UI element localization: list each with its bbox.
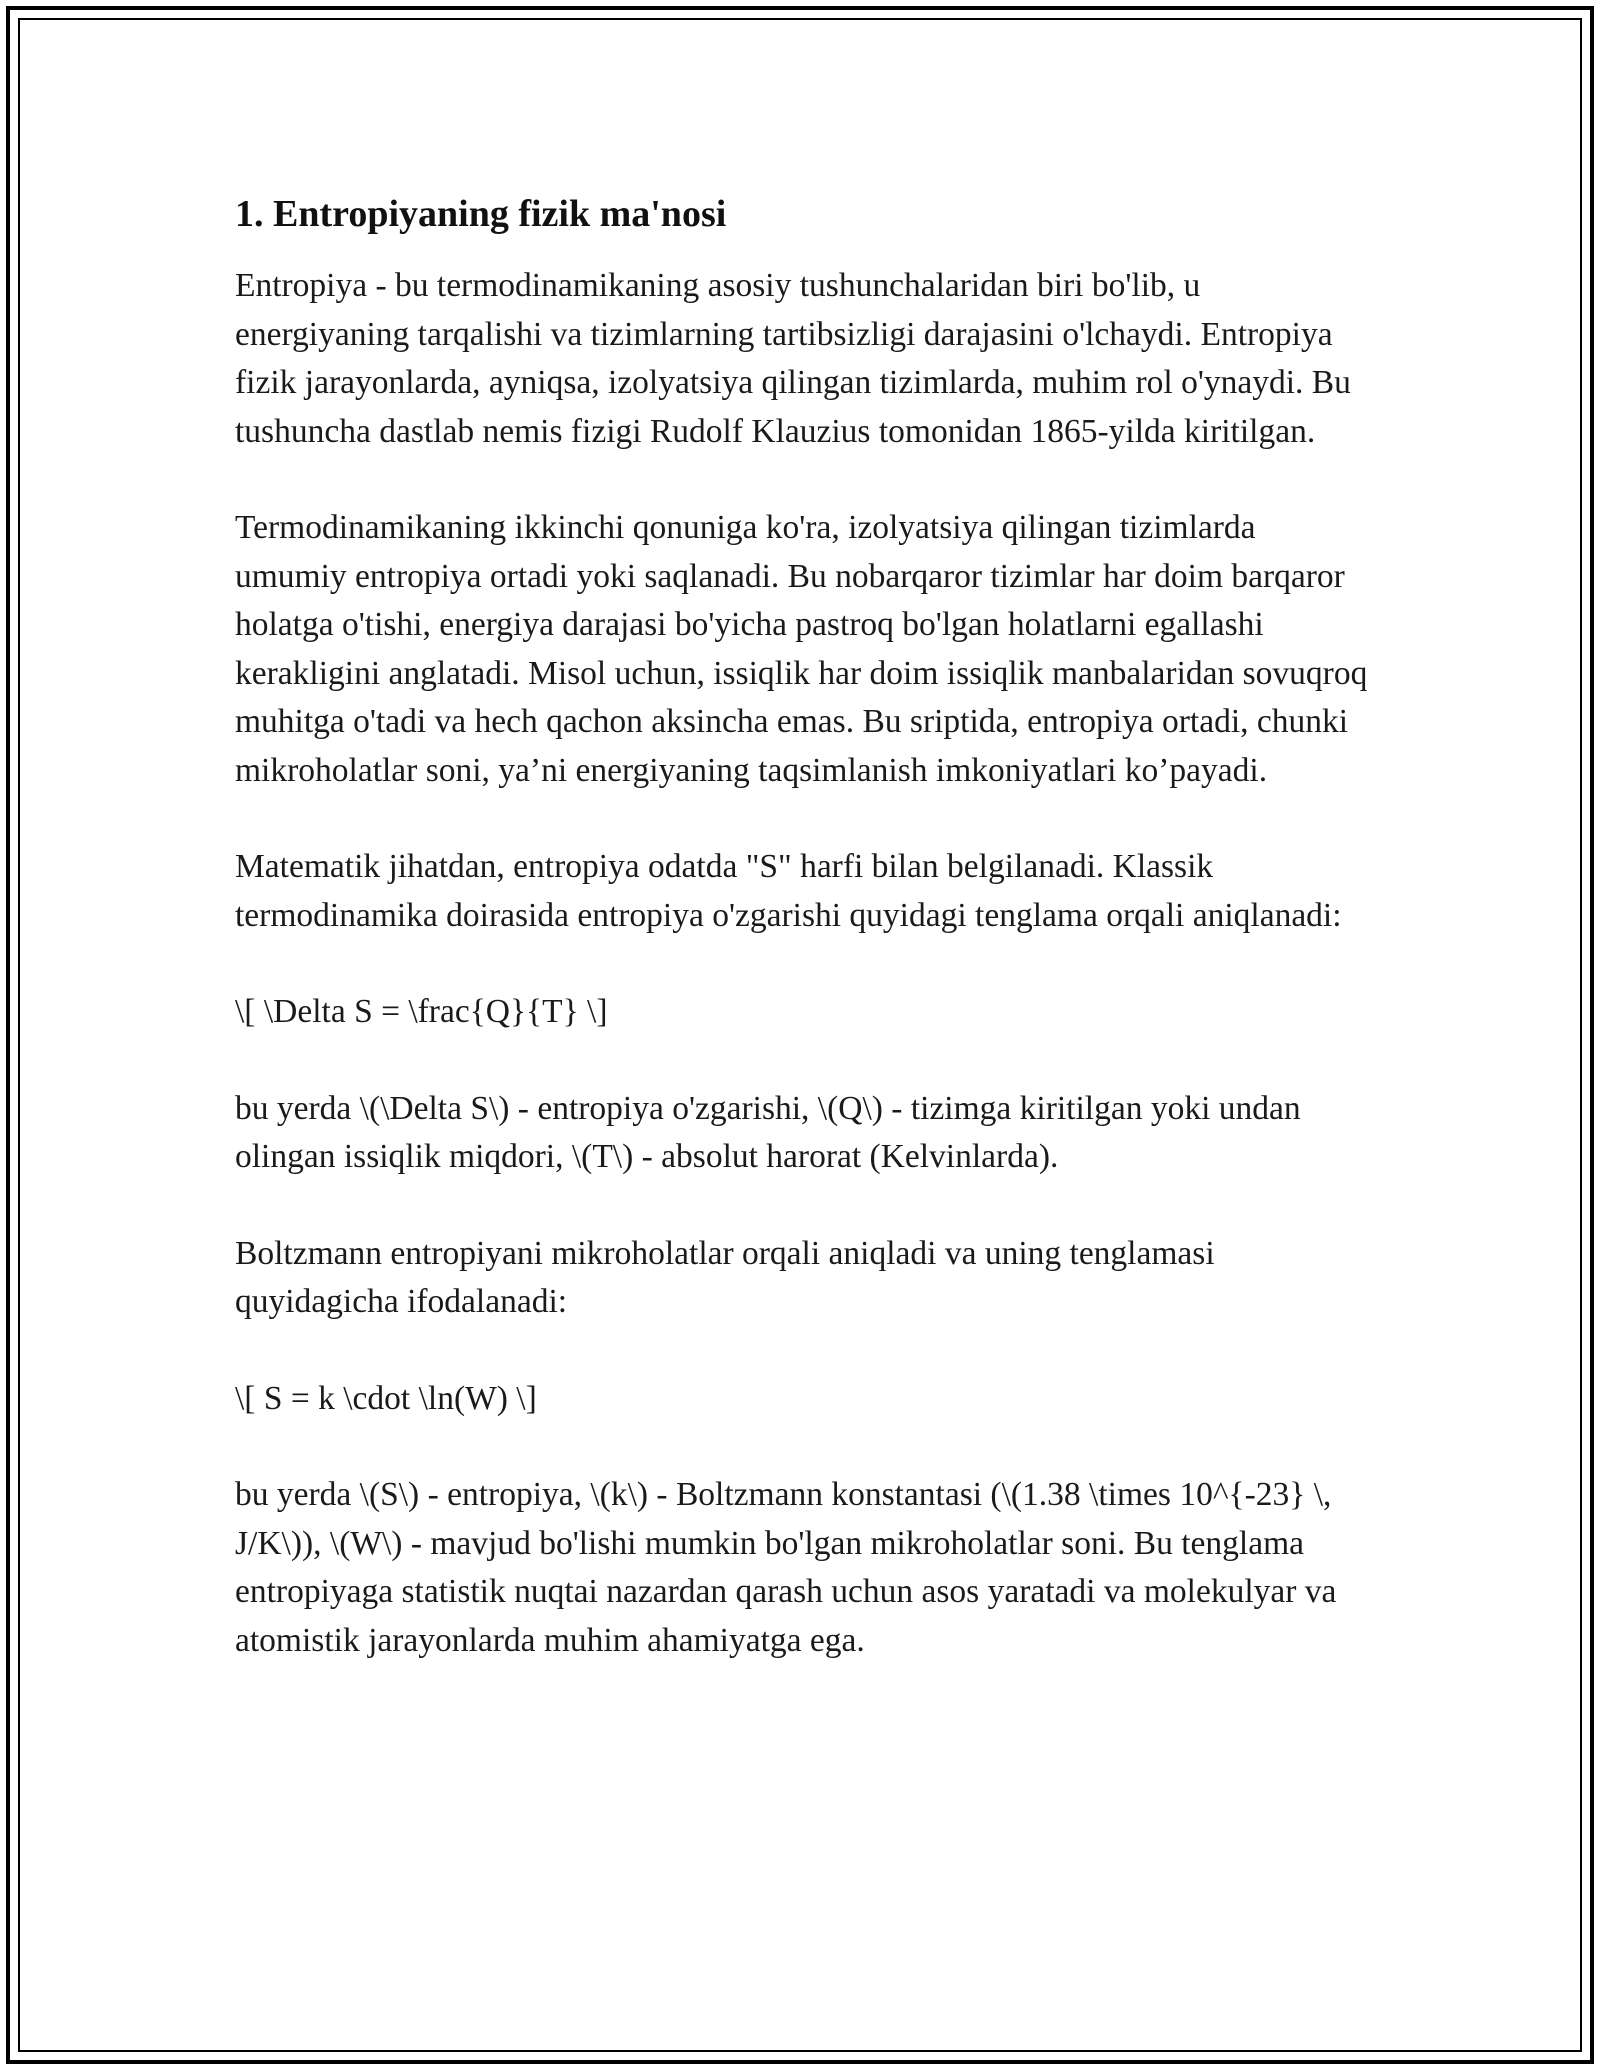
paragraph-math-intro: Matematik jihatdan, entropiya odatda "S" harfi bilan belgilanadi. Klassik termodinamika doirasida entropiya o'zgarishi quyidagi tenglama orqali aniqlanadi: bbox=[235, 848, 1342, 934]
section-title: 1. Entropiyaning fizik ma'nosi bbox=[235, 193, 727, 235]
paragraph-second-law: Termodinamikaning ikkinchi qonuniga ko'ra, izolyatsiya qilingan tizimlarda umumiy entropiya ortadi yoki saqlanadi. Bu nobarqaror tizimlar har doim barqaror holatga o'tishi, energiya darajasi bo'yicha pastroq bo'lgan holatlarni egallashi kerakligini anglatadi. Misol uchun, issiqlik har doim issiqlik manbalaridan sovuqroq muhitga o'tadi va hech qachon aksincha emas. Bu sriptida, entropiya ortadi, chunki mikroholatlar soni, ya’ni energiyaning taqsimlanish imkoniyatlari ko’payadi. bbox=[235, 509, 1368, 789]
paragraph-entropy-definition: Entropiya - bu termodinamikaning asosiy tushunchalaridan biri bo'lib, u energiyaning tarqalishi va tizimlarning tartibsizligi darajasini o'lchaydi. Entropiya fizik jarayonlarda, ayniqsa, izolyatsiya qilingan tizimlarda, muhim rol o'ynaydi. Bu tushuncha dastlab nemis fizigi Rudolf Klauzius tomonidan 1865-yilda kiritilgan. bbox=[235, 267, 1351, 450]
paragraph-boltzmann-explanation: bu yerda \(S\) - entropiya, \(k\) - Boltzmann konstantasi (\(1.38 \times 10^{-23} \, J/K\)), \(W\) - mavjud bo'lishi mumkin bo'lgan mikroholatlar soni. Bu tenglama entropiyaga statistik nuqtai nazardan qarash uchun asos yaratadi va molekulyar va atomistik jarayonlarda muhim ahamiyatga ega. bbox=[235, 1476, 1337, 1659]
equation-boltzmann: \[ S = k \cdot \ln(W) \] bbox=[235, 1379, 537, 1417]
equation-clausius: \[ \Delta S = \frac{Q}{T} \] bbox=[235, 993, 608, 1030]
paragraph-boltzmann-intro: Boltzmann entropiyani mikroholatlar orqali aniqladi va uning tenglamasi quyidagicha ifodalanadi: bbox=[235, 1234, 1215, 1320]
document-body bbox=[235, 186, 1375, 1713]
paragraph-clausius-explanation: bu yerda \(\Delta S\) - entropiya o'zgarishi, \(Q\) - tizimga kiritilgan yoki undan olingan issiqlik miqdori, \(T\) - absolut harorat (Kelvinlarda). bbox=[235, 1089, 1301, 1175]
